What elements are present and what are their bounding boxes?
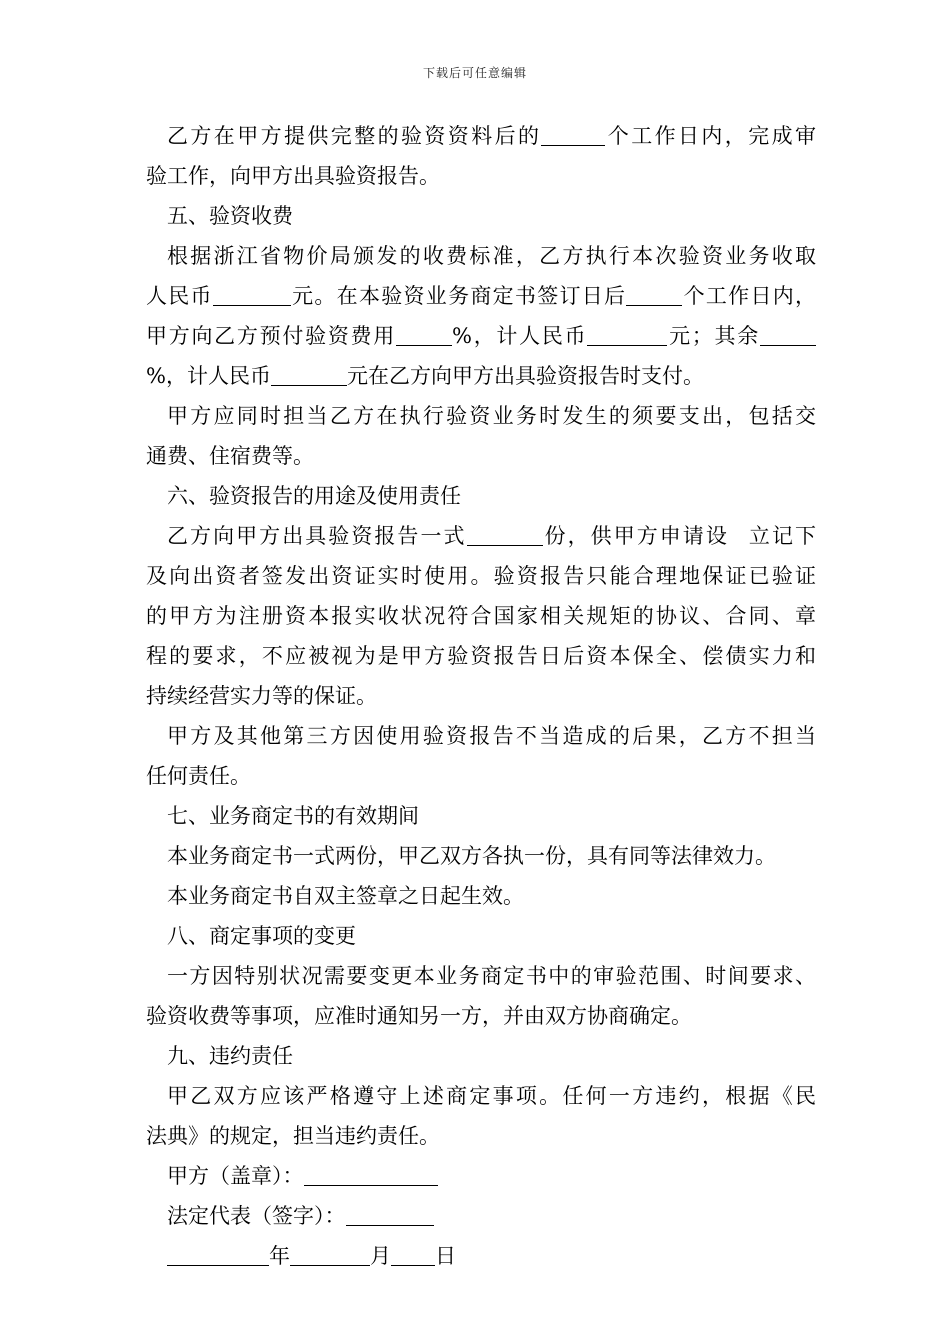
section-heading: 六、验资报告的用途及使用责任 bbox=[167, 484, 461, 508]
paragraph-line: 持续经营实力等的保证。 bbox=[146, 684, 377, 708]
paragraph-line: 的甲方为注册资本报实收状况符合国家相关规矩的协议、合同、章 bbox=[146, 604, 816, 628]
legal-rep-signature-field bbox=[346, 1201, 434, 1226]
paragraph-line: 甲方应同时担当乙方在执行验资业务时发生的须要支出，包括交 bbox=[167, 404, 816, 428]
paragraph-line: 根据浙江省物价局颁发的收费标准，乙方执行本次验资业务收取 bbox=[167, 244, 816, 268]
paragraph-line: 任何责任。 bbox=[146, 764, 251, 788]
section-heading: 八、商定事项的变更 bbox=[167, 924, 356, 948]
paragraph-line: 验工作，向甲方出具验资报告。 bbox=[146, 164, 440, 188]
paragraph-line: 及向出资者签发出资证实时使用。验资报告只能合理地保证已验证 bbox=[146, 564, 816, 588]
section-heading: 九、违约责任 bbox=[167, 1044, 293, 1068]
party-a-seal-field bbox=[304, 1161, 438, 1186]
blank-field bbox=[271, 361, 347, 386]
blank-field bbox=[587, 321, 667, 346]
blank-field bbox=[541, 121, 605, 146]
section-heading: 五、验资收费 bbox=[167, 204, 293, 228]
month-field bbox=[290, 1241, 370, 1266]
paragraph-line: 甲乙双方应该严格遵守上述商定事项。任何一方违约，根据《民 bbox=[167, 1084, 816, 1108]
paragraph-line: 程的要求，不应被视为是甲方验资报告日后资本保全、偿债实力和 bbox=[146, 644, 816, 668]
legal-rep-signature-line: 法定代表（签字）： bbox=[146, 1196, 816, 1236]
paragraph-line: 通费、住宿费等。 bbox=[146, 444, 314, 468]
paragraph-line: 人民币 元。在本验资业务商定书签订日后 个工作日内， bbox=[146, 276, 816, 316]
paragraph-line: 甲方向乙方预付验资费用 %，计人民币 元；其余 bbox=[146, 316, 816, 356]
party-a-seal-line: 甲方（盖章）： bbox=[146, 1156, 816, 1196]
paragraph-line: 验资收费等事项，应准时通知另一方，并由双方协商确定。 bbox=[146, 1004, 692, 1028]
day-field bbox=[391, 1241, 435, 1266]
paragraph-line: 乙方在甲方提供完整的验资资料后的 个工作日内，完成审 bbox=[146, 116, 816, 156]
section-heading: 七、业务商定书的有效期间 bbox=[167, 804, 419, 828]
paragraph-line: 甲方及其他第三方因使用验资报告不当造成的后果，乙方不担当 bbox=[167, 724, 816, 748]
paragraph-line: %，计人民币 元在乙方向甲方出具验资报告时支付。 bbox=[146, 356, 816, 396]
paragraph-line: 本业务商定书一式两份，甲乙双方各执一份，具有同等法律效力。 bbox=[167, 844, 776, 868]
blank-field bbox=[467, 521, 543, 546]
blank-field bbox=[760, 321, 816, 346]
paragraph-line: 法典》的规定，担当违约责任。 bbox=[146, 1124, 440, 1148]
paragraph-line: 乙方向甲方出具验资报告一式 份，供甲方申请设 立记下 bbox=[146, 516, 816, 556]
year-field bbox=[167, 1241, 269, 1266]
blank-field bbox=[213, 281, 291, 306]
paragraph-line: 一方因特别状况需要变更本业务商定书中的审验范围、时间要求、 bbox=[167, 964, 816, 988]
document-body bbox=[146, 116, 816, 1276]
page-header: 下载后可任意编辑 bbox=[422, 66, 527, 80]
paragraph-line: 本业务商定书自双主签章之日起生效。 bbox=[167, 884, 524, 908]
date-line: 年 月 日 bbox=[146, 1236, 816, 1276]
blank-field bbox=[396, 321, 452, 346]
blank-field bbox=[626, 281, 682, 306]
